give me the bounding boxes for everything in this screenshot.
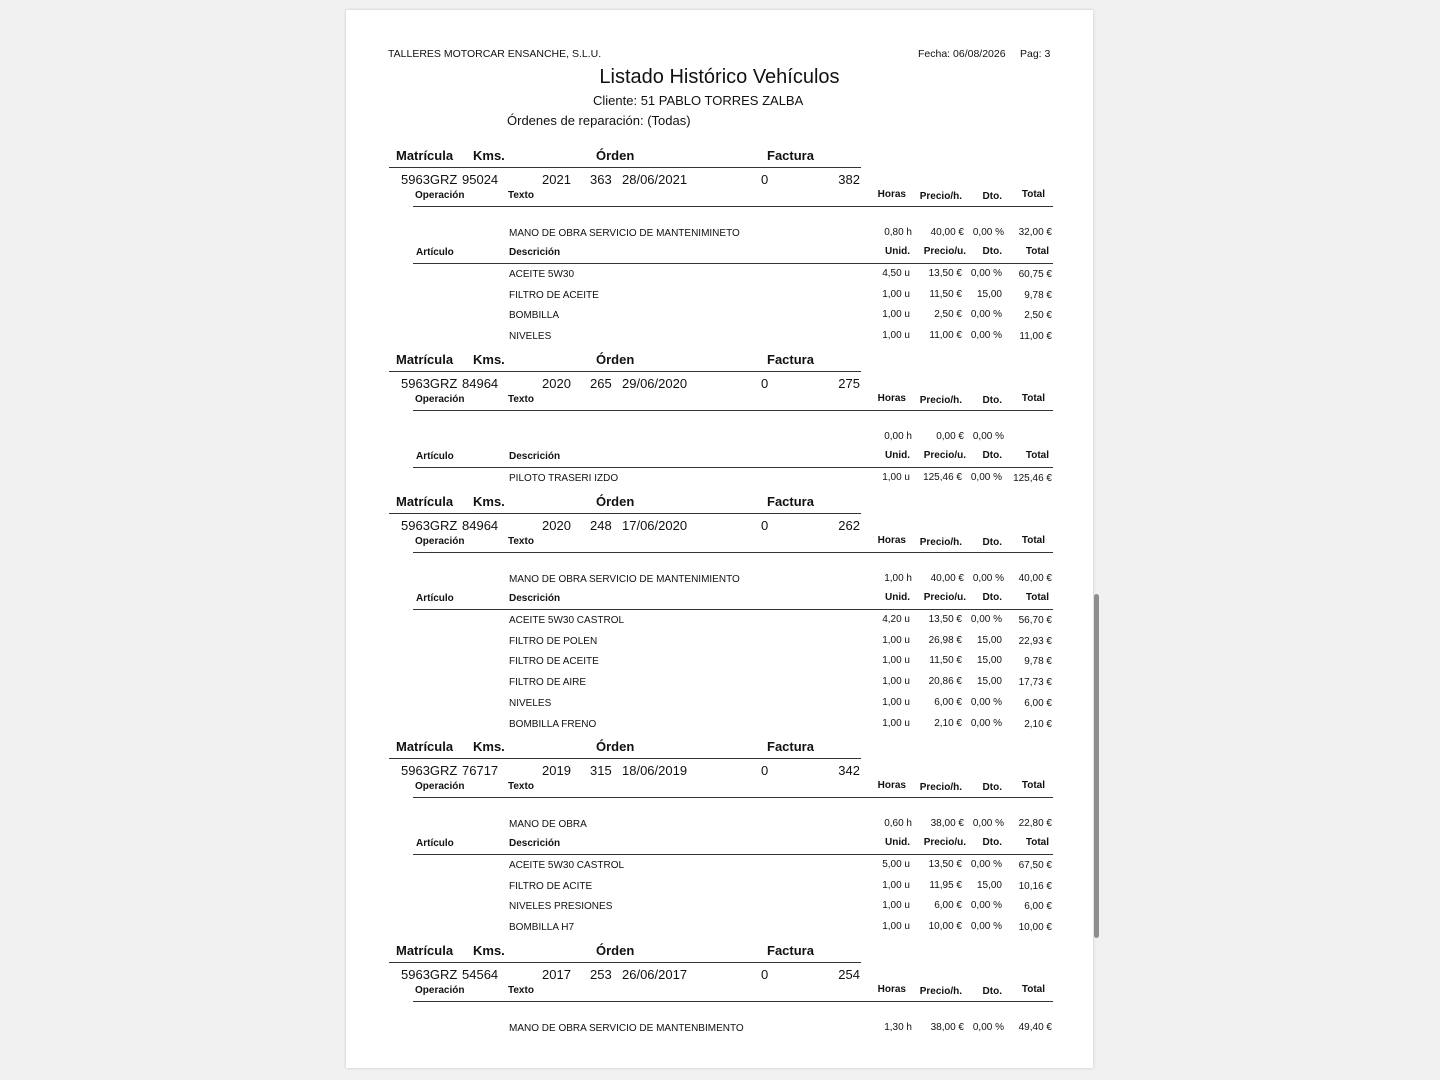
item-total: 60,75 € [1018, 269, 1052, 280]
item-description: BOMBILLA [509, 310, 560, 322]
operacion-header: Operación [415, 190, 465, 201]
operation-total: 49,40 € [1018, 1022, 1052, 1033]
kms-header: Kms. [473, 739, 505, 754]
factura-value: 0 [761, 967, 769, 982]
orders-filter-line: Órdenes de reparación: (Todas) [507, 113, 691, 128]
matricula-header: Matrícula [396, 148, 454, 163]
item-discount: 0,00 % [970, 309, 1002, 321]
item-total: 9,78 € [1024, 656, 1052, 668]
dto-header: Dto. [982, 395, 1002, 406]
horas-header: Horas [877, 780, 906, 791]
item-discount: 0,00 % [970, 330, 1002, 342]
item-price: 11,50 € [929, 655, 962, 667]
report-title: Listado Histórico Vehículos [599, 66, 840, 88]
kms-value: 84964 [462, 376, 499, 391]
item-units: 1,00 u [882, 921, 910, 933]
total-header: Total [1021, 535, 1045, 546]
operation-price: 40,00 € [930, 227, 964, 238]
descripcion-header: Descrición [509, 838, 561, 849]
orden-header: Órden [596, 943, 635, 958]
item-discount: 0,00 % [970, 614, 1002, 625]
item-price: 20,86 € [928, 676, 962, 688]
item-units: 4,50 u [882, 268, 910, 279]
matricula-header: Matrícula [396, 352, 454, 367]
operacion-header: Operación [415, 781, 465, 792]
item-total: 125,46 € [1013, 473, 1052, 484]
record-header-rule [389, 167, 861, 168]
item-discount: 15,00 [976, 676, 1002, 688]
operation-hours: 0,00 h [884, 431, 912, 442]
item-price: 13,50 € [928, 268, 962, 279]
orden-date-value: 26/06/2017 [622, 967, 688, 982]
texto-header: Texto [508, 985, 534, 996]
record-header-rule [389, 758, 861, 759]
total-header: Total [1021, 780, 1045, 791]
operation-discount: 0,00 % [972, 227, 1004, 238]
item-units: 5,00 u [882, 859, 910, 870]
items-header-rule [413, 263, 1053, 264]
texto-header: Texto [508, 781, 534, 792]
item-description: FILTRO DE ACITE [509, 880, 593, 892]
operation-price: 0,00 € [936, 431, 964, 442]
texto-header: Texto [508, 536, 534, 547]
item-price: 125,46 € [923, 472, 962, 483]
item-discount: 15,00 [976, 634, 1002, 646]
item-units: 1,00 u [882, 634, 910, 646]
item-discount: 0,00 % [970, 472, 1002, 483]
item-price: 10,00 € [928, 921, 962, 933]
item-discount: 0,00 % [970, 268, 1002, 279]
dto-header: Dto. [982, 191, 1002, 202]
matricula-value: 5963GRZ [401, 376, 458, 391]
matricula-value: 5963GRZ [401, 763, 458, 778]
unid-header: Unid. [885, 837, 910, 848]
total-header: Total [1025, 837, 1049, 848]
matricula-value: 5963GRZ [401, 518, 458, 533]
orden-date-value: 18/06/2019 [622, 763, 688, 778]
page-number: Pag: 3 [1020, 48, 1051, 60]
orden-date-value: 28/06/2021 [622, 172, 688, 187]
precio-u-header: Precio/u. [923, 837, 966, 848]
precio-u-header: Precio/u. [923, 592, 966, 603]
factura-header: Factura [767, 943, 814, 958]
item-total: 11,00 € [1019, 331, 1052, 343]
item-units: 1,00 u [882, 655, 910, 667]
factura-value: 0 [761, 763, 769, 778]
dto-header: Dto. [982, 450, 1002, 461]
operation-header-rule [413, 206, 1053, 207]
orden-header: Órden [596, 352, 635, 367]
item-total: 67,50 € [1018, 860, 1052, 871]
horas-header: Horas [877, 984, 906, 995]
item-description: ACEITE 5W30 [509, 269, 575, 280]
precio-h-header: Precio/h. [919, 537, 962, 548]
total-header: Total [1025, 246, 1049, 257]
item-total: 6,00 € [1024, 901, 1052, 913]
operation-hours: 0,80 h [884, 227, 912, 238]
operation-text: MANO DE OBRA SERVICIO DE MANTENIMIENTO [509, 574, 740, 585]
item-units: 1,00 u [882, 330, 910, 342]
operation-text: MANO DE OBRA [509, 819, 587, 830]
operation-header-rule [413, 552, 1053, 553]
operation-total: 40,00 € [1018, 573, 1052, 584]
year-value: 2017 [542, 967, 571, 982]
dto-header: Dto. [982, 782, 1002, 793]
operation-hours: 1,30 h [884, 1022, 912, 1033]
factura-number-value: 254 [838, 967, 860, 982]
total-header: Total [1025, 592, 1049, 603]
item-discount: 0,00 % [970, 859, 1002, 870]
factura-value: 0 [761, 518, 769, 533]
operation-header-rule [413, 410, 1053, 411]
item-total: 17,73 € [1018, 677, 1052, 689]
texto-header: Texto [508, 394, 534, 405]
item-units: 4,20 u [882, 614, 910, 625]
factura-header: Factura [767, 148, 814, 163]
operacion-header: Operación [415, 394, 465, 405]
descripcion-header: Descrición [509, 451, 561, 462]
horas-header: Horas [877, 189, 906, 200]
factura-header: Factura [767, 739, 814, 754]
company-name: TALLERES MOTORCAR ENSANCHE, S.L.U. [388, 48, 602, 60]
kms-value: 76717 [462, 763, 499, 778]
items-header-rule [413, 854, 1053, 855]
operacion-header: Operación [415, 536, 465, 547]
item-description: FILTRO DE POLEN [509, 635, 598, 647]
kms-header: Kms. [473, 148, 505, 163]
orden-header: Órden [596, 739, 635, 754]
horas-header: Horas [877, 535, 906, 546]
texto-header: Texto [508, 190, 534, 201]
dto-header: Dto. [982, 837, 1002, 848]
operation-discount: 0,00 % [972, 818, 1004, 829]
item-units: 1,00 u [882, 717, 910, 729]
item-price: 13,50 € [928, 614, 962, 625]
item-total: 2,50 € [1024, 310, 1052, 322]
item-price: 26,98 € [928, 634, 962, 646]
factura-value: 0 [761, 172, 769, 187]
record-header-rule [389, 371, 861, 372]
item-total: 10,00 € [1018, 922, 1052, 934]
item-total: 56,70 € [1018, 615, 1052, 626]
item-units: 1,00 u [882, 879, 910, 891]
item-description: FILTRO DE ACEITE [509, 289, 599, 301]
item-price: 2,50 € [934, 309, 962, 321]
operation-hours: 0,60 h [884, 818, 912, 829]
item-total: 10,16 € [1018, 880, 1052, 892]
kms-value: 95024 [462, 172, 499, 187]
orden-value: 265 [590, 376, 612, 391]
dto-header: Dto. [982, 537, 1002, 548]
item-units: 1,00 u [882, 288, 910, 300]
vertical-scrollbar[interactable] [1094, 594, 1099, 938]
operation-total: 32,00 € [1018, 227, 1052, 238]
operation-discount: 0,00 % [972, 573, 1004, 584]
factura-number-value: 342 [838, 763, 860, 778]
item-discount: 15,00 [976, 288, 1002, 300]
total-header: Total [1021, 984, 1045, 995]
matricula-header: Matrícula [396, 943, 454, 958]
descripcion-header: Descrición [509, 247, 561, 258]
items-header-rule [413, 609, 1053, 610]
matricula-header: Matrícula [396, 494, 454, 509]
precio-u-header: Precio/u. [923, 246, 966, 257]
precio-h-header: Precio/h. [919, 191, 962, 202]
descripcion-header: Descrición [509, 593, 561, 604]
item-price: 13,50 € [928, 859, 962, 870]
operation-text: MANO DE OBRA SERVICIO DE MANTENIMINETO [509, 228, 740, 239]
operation-price: 38,00 € [930, 1022, 964, 1033]
item-price: 11,95 € [929, 879, 962, 891]
item-description: NIVELES [509, 697, 552, 709]
item-total: 9,78 € [1024, 289, 1052, 301]
matricula-value: 5963GRZ [401, 172, 458, 187]
item-price: 11,00 € [929, 330, 962, 342]
report-date: Fecha: 06/08/2026 [918, 48, 1006, 60]
operation-discount: 0,00 % [972, 1022, 1004, 1033]
item-total: 6,00 € [1024, 697, 1052, 709]
year-value: 2021 [542, 172, 571, 187]
matricula-value: 5963GRZ [401, 967, 458, 982]
year-value: 2020 [542, 518, 571, 533]
item-price: 11,50 € [929, 288, 962, 300]
item-total: 2,10 € [1024, 718, 1052, 730]
operation-price: 38,00 € [930, 818, 964, 829]
dto-header: Dto. [982, 246, 1002, 257]
factura-value: 0 [761, 376, 769, 391]
unid-header: Unid. [885, 592, 910, 603]
orden-date-value: 17/06/2020 [622, 518, 688, 533]
operation-header-rule [413, 1001, 1053, 1002]
item-units: 1,00 u [882, 900, 910, 912]
item-description: FILTRO DE ACEITE [509, 656, 599, 668]
precio-u-header: Precio/u. [923, 450, 966, 461]
year-value: 2020 [542, 376, 571, 391]
factura-number-value: 382 [838, 172, 860, 187]
total-header: Total [1021, 189, 1045, 200]
articulo-header: Artículo [416, 838, 454, 849]
record-header-rule [389, 513, 861, 514]
item-price: 6,00 € [934, 696, 962, 708]
factura-number-value: 262 [838, 518, 860, 533]
horas-header: Horas [877, 393, 906, 404]
orden-value: 363 [590, 172, 612, 187]
item-description: FILTRO DE AIRE [509, 677, 587, 689]
articulo-header: Artículo [416, 451, 454, 462]
item-discount: 0,00 % [970, 696, 1002, 708]
record-header-rule [389, 962, 861, 963]
orden-value: 253 [590, 967, 612, 982]
orden-header: Órden [596, 494, 635, 509]
item-units: 1,00 u [882, 309, 910, 321]
dto-header: Dto. [982, 592, 1002, 603]
item-price: 6,00 € [934, 900, 962, 912]
dto-header: Dto. [982, 986, 1002, 997]
items-header-rule [413, 467, 1053, 468]
kms-header: Kms. [473, 943, 505, 958]
kms-header: Kms. [473, 352, 505, 367]
kms-value: 84964 [462, 518, 499, 533]
orden-value: 315 [590, 763, 612, 778]
operacion-header: Operación [415, 985, 465, 996]
total-header: Total [1021, 393, 1045, 404]
item-description: BOMBILLA H7 [509, 922, 575, 934]
item-units: 1,00 u [882, 676, 910, 688]
factura-number-value: 275 [838, 376, 860, 391]
kms-value: 54564 [462, 967, 499, 982]
item-discount: 15,00 [976, 655, 1002, 667]
articulo-header: Artículo [416, 593, 454, 604]
precio-h-header: Precio/h. [919, 395, 962, 406]
item-description: ACEITE 5W30 CASTROL [509, 860, 625, 871]
precio-h-header: Precio/h. [919, 782, 962, 793]
operation-discount: 0,00 % [972, 431, 1004, 442]
kms-header: Kms. [473, 494, 505, 509]
item-discount: 0,00 % [970, 900, 1002, 912]
orden-header: Órden [596, 148, 635, 163]
item-description: NIVELES PRESIONES [509, 901, 613, 913]
unid-header: Unid. [885, 450, 910, 461]
factura-header: Factura [767, 494, 814, 509]
item-description: BOMBILLA FRENO [509, 718, 597, 730]
item-discount: 0,00 % [970, 717, 1002, 729]
item-description: ACEITE 5W30 CASTROL [509, 615, 625, 626]
articulo-header: Artículo [416, 247, 454, 258]
orden-date-value: 29/06/2020 [622, 376, 688, 391]
report-page [346, 10, 1093, 1068]
unid-header: Unid. [885, 246, 910, 257]
total-header: Total [1025, 450, 1049, 461]
operation-total: 22,80 € [1018, 818, 1052, 829]
item-units: 1,00 u [882, 472, 910, 483]
year-value: 2019 [542, 763, 571, 778]
item-price: 2,10 € [934, 717, 962, 729]
matricula-header: Matrícula [396, 739, 454, 754]
item-discount: 15,00 [976, 879, 1002, 891]
operation-text: MANO DE OBRA SERVICIO DE MANTENBIMENTO [509, 1023, 744, 1034]
orden-value: 248 [590, 518, 612, 533]
factura-header: Factura [767, 352, 814, 367]
precio-h-header: Precio/h. [919, 986, 962, 997]
operation-hours: 1,00 h [884, 573, 912, 584]
item-units: 1,00 u [882, 696, 910, 708]
item-total: 22,93 € [1018, 635, 1052, 647]
item-description: PILOTO TRASERI IZDO [509, 473, 619, 484]
client-line: Cliente: 51 PABLO TORRES ZALBA [593, 93, 804, 108]
operation-header-rule [413, 797, 1053, 798]
operation-price: 40,00 € [930, 573, 964, 584]
item-description: NIVELES [509, 331, 552, 343]
item-discount: 0,00 % [970, 921, 1002, 933]
